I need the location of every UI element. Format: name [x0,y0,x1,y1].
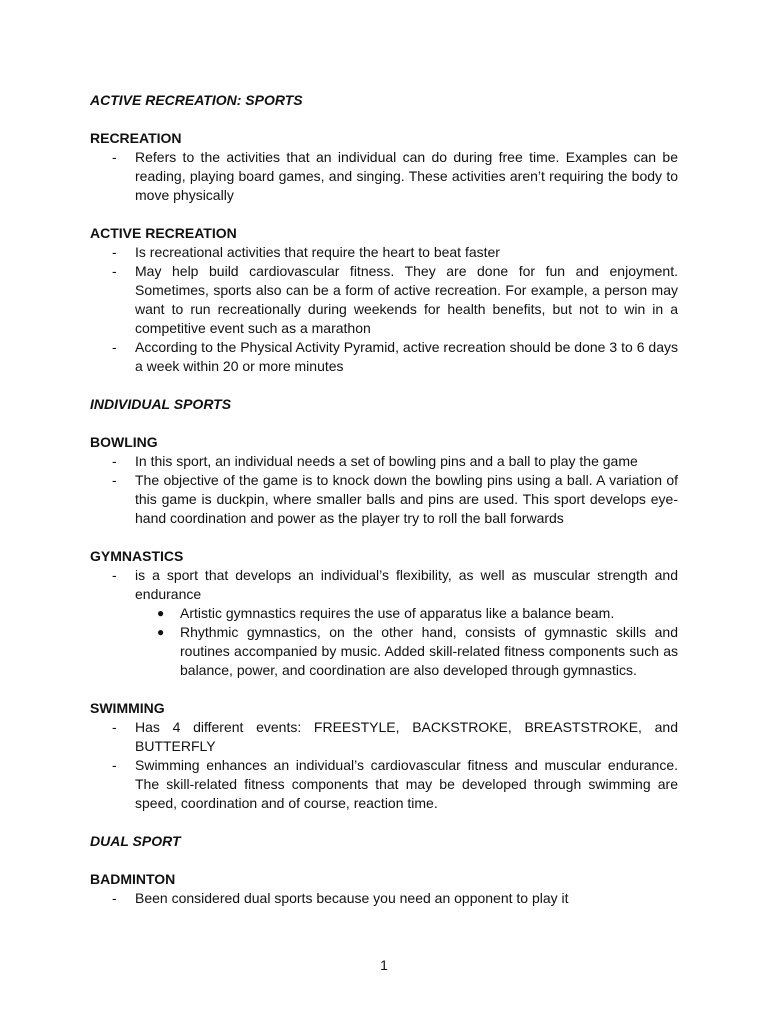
list-item [90,471,678,528]
gymnastics-sub-list [90,604,678,680]
dash-marker: - [112,567,117,583]
spacer [90,414,678,433]
sub-list-item [90,604,678,623]
list-item-text: In this sport, an individual needs a set of bowling pins and a ball to play the game [135,453,638,469]
dash-marker: - [112,149,117,165]
list-item [90,148,678,205]
list-item [90,338,678,376]
dash-marker: - [112,757,117,773]
section-title-dual-sport: DUAL SPORT [90,833,181,849]
list-item [90,452,678,471]
section-heading-recreation: RECREATION [90,130,182,146]
section-heading-bowling: BOWLING [90,434,158,450]
bullet-marker: ● [157,606,165,620]
list-item [90,262,678,338]
list-item-text: Is recreational activities that require the heart to beat faster [135,244,500,260]
recreation-list [90,148,678,205]
gymnastics-list [90,566,678,604]
spacer [90,376,678,395]
list-item-text: Refers to the activities that an individual can do during free time. Examples can be reading, playing board games, and singing. These activities aren’t requiring the body to move physically [135,149,678,203]
list-item-text: Has 4 different events: FREESTYLE, BACKSTROKE, BREASTSTROKE, and BUTTERFLY [135,719,678,754]
dash-marker: - [112,472,117,488]
section-heading-badminton: BADMINTON [90,871,176,887]
spacer [90,205,678,224]
dash-marker: - [112,339,117,355]
section-heading-gymnastics: GYMNASTICS [90,548,184,564]
list-item [90,756,678,813]
list-item [90,243,678,262]
sub-list-item-text: Artistic gymnastics requires the use of apparatus like a balance beam. [180,605,615,621]
dash-marker: - [112,890,117,906]
dash-marker: - [112,263,117,279]
list-item [90,718,678,756]
list-item [90,889,678,908]
document-title: ACTIVE RECREATION: SPORTS [90,92,303,108]
list-item-text: The objective of the game is to knock down the bowling pins using a ball. A variation of this game is duckpin, where smaller balls and pins are used. This sport develops eye-hand coordination and power as the player try to roll the ball forwards [135,472,678,526]
swimming-list [90,718,678,813]
list-item-text: According to the Physical Activity Pyramid, active recreation should be done 3 to 6 days a week within 20 or more minutes [135,339,678,374]
list-item-text: Been considered dual sports because you need an opponent to play it [135,890,569,906]
bowling-list [90,452,678,528]
badminton-list [90,889,678,908]
page-number: 1 [380,957,388,973]
spacer [90,528,678,547]
spacer [90,110,678,129]
sub-list-item-text: Rhythmic gymnastics, on the other hand, consists of gymnastic skills and routines accompanied by music. Added skill-related fitness components such as balance, power, and coordination are also developed through gymnastics. [180,624,678,678]
dash-marker: - [112,244,117,260]
dash-marker: - [112,719,117,735]
spacer [90,680,678,699]
sub-list-item [90,623,678,680]
section-heading-swimming: SWIMMING [90,700,165,716]
active-recreation-list [90,243,678,376]
list-item [90,566,678,604]
list-item-text: Swimming enhances an individual’s cardiovascular fitness and muscular endurance. The skill-related fitness components that may be developed through swimming are speed, coordination and of course, reaction time. [135,757,678,811]
document-page [90,91,678,908]
list-item-text: is a sport that develops an individual’s flexibility, as well as muscular strength and endurance [135,567,678,602]
dash-marker: - [112,453,117,469]
list-item-text: May help build cardiovascular fitness. They are done for fun and enjoyment. Sometimes, sports also can be a form of active recreation. For example, a person may want to run recreationally during weekends for health benefits, but not to win in a competitive event such as a marathon [135,263,678,336]
spacer [90,851,678,870]
section-heading-active-recreation: ACTIVE RECREATION [90,225,237,241]
bullet-marker: ● [157,625,165,639]
spacer [90,813,678,832]
section-title-individual-sports: INDIVIDUAL SPORTS [90,396,232,412]
